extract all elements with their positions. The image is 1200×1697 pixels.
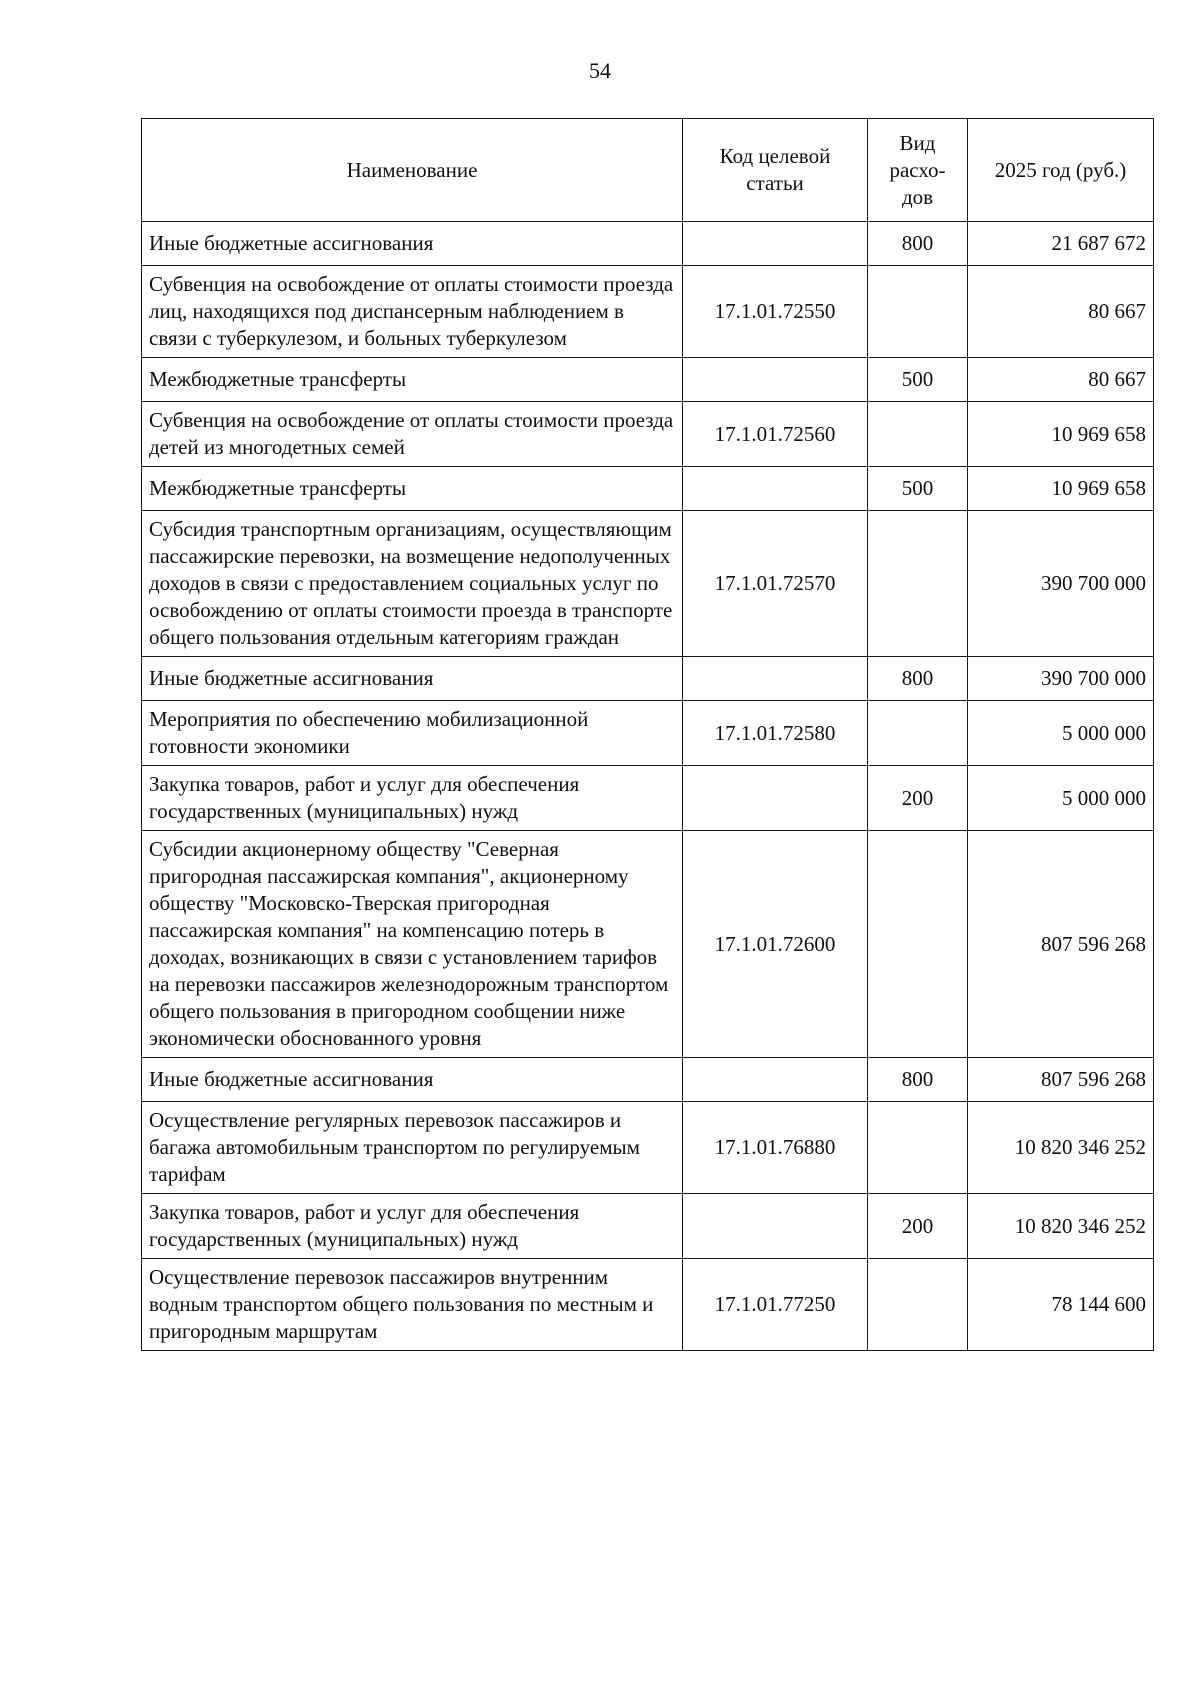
row-name: Иные бюджетные ассигнования bbox=[142, 222, 683, 266]
row-code: 17.1.01.72580 bbox=[683, 701, 868, 766]
row-type: 800 bbox=[868, 222, 968, 266]
row-name: Иные бюджетные ассигнования bbox=[142, 1058, 683, 1102]
table-row bbox=[142, 1259, 1154, 1351]
row-name: Субсидии акционерному обществу "Северная пригородная пассажирская компания", акционерному обществу "Московско-Тверская пригородная пассажирская компания" на компенсацию потерь в доходах, возникающих в связи с установлением тарифов на перевозки пассажиров железнодорожным транспортом общего пользования в пригородном сообщении ниже экономически обоснованного уровня bbox=[142, 831, 683, 1058]
row-amount: 78 144 600 bbox=[968, 1259, 1154, 1351]
row-type: 200 bbox=[868, 1194, 968, 1259]
table-row bbox=[142, 1194, 1154, 1259]
row-name: Осуществление регулярных перевозок пассажиров и багажа автомобильным транспортом по регулируемым тарифам bbox=[142, 1102, 683, 1194]
row-type: 800 bbox=[868, 1058, 968, 1102]
row-code: 17.1.01.77250 bbox=[683, 1259, 868, 1351]
table-row bbox=[142, 701, 1154, 766]
table-header-row bbox=[142, 119, 1154, 222]
row-amount: 10 969 658 bbox=[968, 467, 1154, 511]
row-amount: 390 700 000 bbox=[968, 657, 1154, 701]
row-name: Межбюджетные трансферты bbox=[142, 467, 683, 511]
header-code: Код целевой статьи bbox=[683, 119, 868, 222]
row-amount: 10 820 346 252 bbox=[968, 1194, 1154, 1259]
header-amount: 2025 год (руб.) bbox=[968, 119, 1154, 222]
row-type bbox=[868, 266, 968, 358]
table-row bbox=[142, 467, 1154, 511]
row-amount: 5 000 000 bbox=[968, 766, 1154, 831]
table-row bbox=[142, 402, 1154, 467]
table-row bbox=[142, 1058, 1154, 1102]
row-type bbox=[868, 402, 968, 467]
row-amount: 390 700 000 bbox=[968, 511, 1154, 657]
row-type: 500 bbox=[868, 358, 968, 402]
row-name: Иные бюджетные ассигнования bbox=[142, 657, 683, 701]
table-row bbox=[142, 222, 1154, 266]
row-type bbox=[868, 701, 968, 766]
row-name: Субвенция на освобождение от оплаты стоимости проезда лиц, находящихся под диспансерным наблюдением в связи с туберкулезом, и больных туберкулезом bbox=[142, 266, 683, 358]
row-name: Закупка товаров, работ и услуг для обеспечения государственных (муниципальных) нужд bbox=[142, 1194, 683, 1259]
row-amount: 807 596 268 bbox=[968, 1058, 1154, 1102]
row-amount: 10 820 346 252 bbox=[968, 1102, 1154, 1194]
row-amount: 80 667 bbox=[968, 266, 1154, 358]
budget-table bbox=[141, 118, 1154, 1351]
row-amount: 21 687 672 bbox=[968, 222, 1154, 266]
row-amount: 80 667 bbox=[968, 358, 1154, 402]
row-name: Мероприятия по обеспечению мобилизационной готовности экономики bbox=[142, 701, 683, 766]
header-name: Наименование bbox=[142, 119, 683, 222]
row-type bbox=[868, 511, 968, 657]
row-code: 17.1.01.72550 bbox=[683, 266, 868, 358]
row-type bbox=[868, 1102, 968, 1194]
row-name: Осуществление перевозок пассажиров внутренним водным транспортом общего пользования по местным и пригородным маршрутам bbox=[142, 1259, 683, 1351]
table-row bbox=[142, 266, 1154, 358]
row-name: Закупка товаров, работ и услуг для обеспечения государственных (муниципальных) нужд bbox=[142, 766, 683, 831]
row-amount: 5 000 000 bbox=[968, 701, 1154, 766]
table-row bbox=[142, 511, 1154, 657]
row-name: Субсидия транспортным организациям, осуществляющим пассажирские перевозки, на возмещение недополученных доходов в связи с предоставлением социальных услуг по освобождению от оплаты стоимости проезда в транспорте общего пользования отдельным категориям граждан bbox=[142, 511, 683, 657]
row-type bbox=[868, 1259, 968, 1351]
row-type: 200 bbox=[868, 766, 968, 831]
row-code bbox=[683, 358, 868, 402]
table-row bbox=[142, 358, 1154, 402]
table-row bbox=[142, 657, 1154, 701]
row-amount: 10 969 658 bbox=[968, 402, 1154, 467]
row-name: Субвенция на освобождение от оплаты стоимости проезда детей из многодетных семей bbox=[142, 402, 683, 467]
row-code bbox=[683, 222, 868, 266]
row-amount: 807 596 268 bbox=[968, 831, 1154, 1058]
table-row bbox=[142, 1102, 1154, 1194]
row-code bbox=[683, 766, 868, 831]
row-code bbox=[683, 1058, 868, 1102]
row-code bbox=[683, 467, 868, 511]
table-row bbox=[142, 831, 1154, 1058]
page-number: 54 bbox=[589, 58, 611, 83]
row-code: 17.1.01.72600 bbox=[683, 831, 868, 1058]
row-type: 500 bbox=[868, 467, 968, 511]
row-name: Межбюджетные трансферты bbox=[142, 358, 683, 402]
row-code bbox=[683, 1194, 868, 1259]
row-type: 800 bbox=[868, 657, 968, 701]
table-row bbox=[142, 766, 1154, 831]
row-code bbox=[683, 657, 868, 701]
row-code: 17.1.01.76880 bbox=[683, 1102, 868, 1194]
row-type bbox=[868, 831, 968, 1058]
row-code: 17.1.01.72570 bbox=[683, 511, 868, 657]
header-type: Вид расхо-дов bbox=[868, 119, 968, 222]
row-code: 17.1.01.72560 bbox=[683, 402, 868, 467]
